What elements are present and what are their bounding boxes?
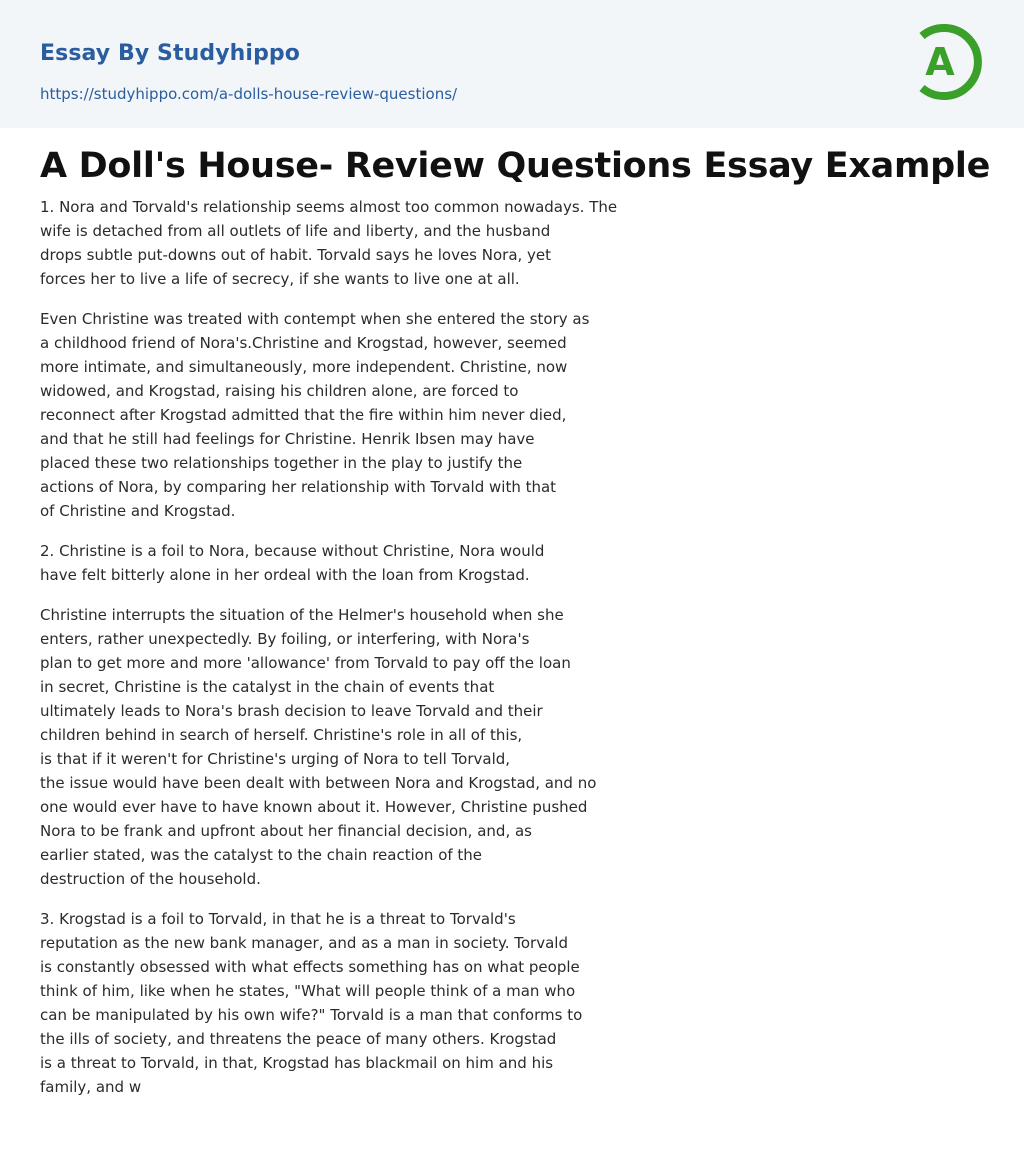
essay-title: A Doll's House- Review Questions Essay Example <box>40 146 991 186</box>
essay-paragraph <box>40 307 680 523</box>
paragraph-line: is constantly obsessed with what effects something has on what people <box>40 958 580 976</box>
logo-letter: A <box>925 40 955 84</box>
paragraph-line: Even Christine was treated with contempt when she entered the story as <box>40 310 590 328</box>
paragraph-line: 1. Nora and Torvald's relationship seems almost too common nowadays. The <box>40 198 618 216</box>
paragraph-line: of Christine and Krogstad. <box>40 502 236 520</box>
paragraph-line: ultimately leads to Nora's brash decision to leave Torvald and their <box>40 702 543 720</box>
essay-paragraph <box>40 907 680 1099</box>
paragraph-line: earlier stated, was the catalyst to the chain reaction of the <box>40 846 483 864</box>
essay-body <box>40 195 680 1115</box>
paragraph-line: reputation as the new bank manager, and as a man in society. Torvald <box>40 934 568 952</box>
paragraph-line: a childhood friend of Nora's.Christine and Krogstad, however, seemed <box>40 334 567 352</box>
essay-paragraph <box>40 603 680 891</box>
paragraph-line: the issue would have been dealt with between Nora and Krogstad, and no <box>40 774 597 792</box>
paragraph-line: forces her to live a life of secrecy, if she wants to live one at all. <box>40 270 520 288</box>
paragraph-line: more intimate, and simultaneously, more independent. Christine, now <box>40 358 568 376</box>
paragraph-line: the ills of society, and threatens the peace of many others. Krogstad <box>40 1030 557 1048</box>
studyhippo-logo-icon[interactable] <box>910 18 988 106</box>
paragraph-line: 3. Krogstad is a foil to Torvald, in that he is a threat to Torvald's <box>40 910 516 928</box>
paragraph-line: is that if it weren't for Christine's urging of Nora to tell Torvald, <box>40 750 511 768</box>
paragraph-line: placed these two relationships together in the play to justify the <box>40 454 523 472</box>
brand-name[interactable]: Essay By Studyhippo <box>40 41 300 66</box>
paragraph-line: can be manipulated by his own wife?" Torvald is a man that conforms to <box>40 1006 583 1024</box>
paragraph-line: enters, rather unexpectedly. By foiling, or interfering, with Nora's <box>40 630 530 648</box>
paragraph-line: think of him, like when he states, "What will people think of a man who <box>40 982 576 1000</box>
paragraph-line: widowed, and Krogstad, raising his children alone, are forced to <box>40 382 519 400</box>
paragraph-line: destruction of the household. <box>40 870 261 888</box>
essay-paragraph <box>40 539 680 587</box>
paragraph-line: is a threat to Torvald, in that, Krogstad has blackmail on him and his <box>40 1054 554 1072</box>
paragraph-line: and that he still had feelings for Christine. Henrik Ibsen may have <box>40 430 535 448</box>
paragraph-line: wife is detached from all outlets of life and liberty, and the husband <box>40 222 551 240</box>
paragraph-line: family, and w <box>40 1078 142 1096</box>
paragraph-line: plan to get more and more 'allowance' from Torvald to pay off the loan <box>40 654 571 672</box>
paragraph-line: drops subtle put-downs out of habit. Torvald says he loves Nora, yet <box>40 246 552 264</box>
paragraph-line: one would ever have to have known about it. However, Christine pushed <box>40 798 588 816</box>
paragraph-line: in secret, Christine is the catalyst in the chain of events that <box>40 678 495 696</box>
paragraph-line: actions of Nora, by comparing her relationship with Torvald with that <box>40 478 557 496</box>
page-url-link[interactable]: https://studyhippo.com/a-dolls-house-review-questions/ <box>40 85 458 103</box>
paragraph-line: children behind in search of herself. Christine's role in all of this, <box>40 726 523 744</box>
paragraph-line: Christine interrupts the situation of the Helmer's household when she <box>40 606 564 624</box>
site-header <box>0 0 1024 128</box>
paragraph-line: reconnect after Krogstad admitted that the fire within him never died, <box>40 406 567 424</box>
paragraph-line: 2. Christine is a foil to Nora, because without Christine, Nora would <box>40 542 545 560</box>
essay-paragraph <box>40 195 680 291</box>
paragraph-line: have felt bitterly alone in her ordeal with the loan from Krogstad. <box>40 566 530 584</box>
paragraph-line: Nora to be frank and upfront about her financial decision, and, as <box>40 822 532 840</box>
